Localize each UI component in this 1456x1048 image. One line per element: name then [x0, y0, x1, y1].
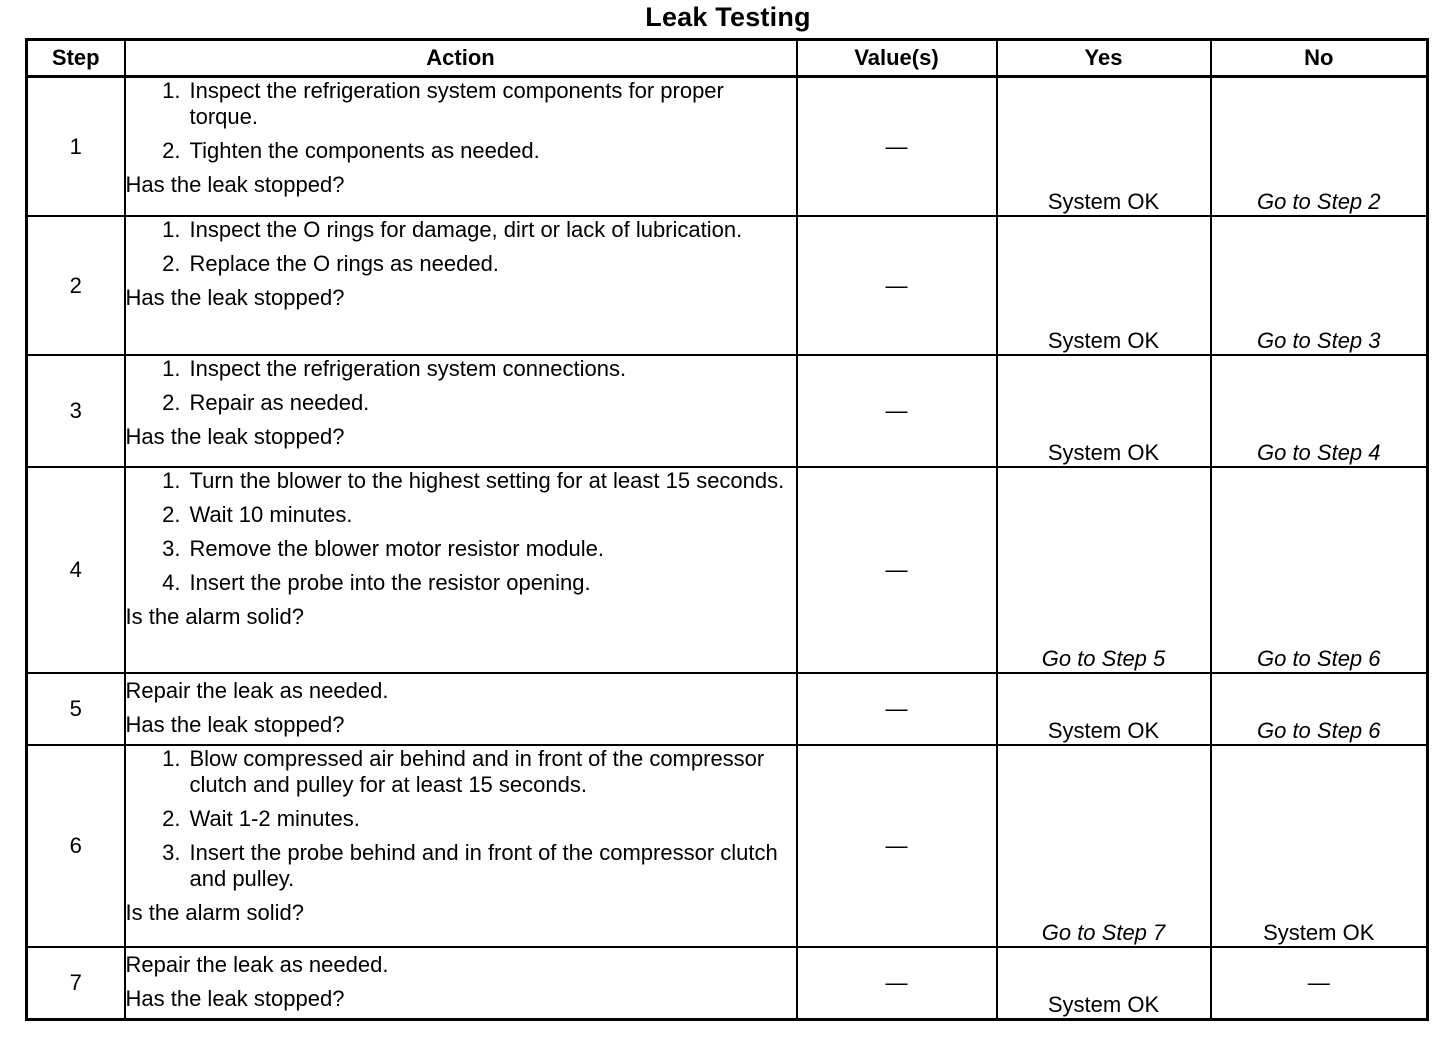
no-outcome: System OK	[1211, 745, 1428, 947]
table-row	[27, 673, 1428, 745]
yes-outcome: System OK	[997, 355, 1211, 467]
header-yes: Yes	[997, 40, 1211, 77]
question-text: Is the alarm solid?	[125, 604, 305, 629]
item-number: 1.	[162, 78, 181, 103]
table-row	[27, 355, 1428, 467]
value-cell: —	[797, 947, 997, 1020]
question-text: Is the alarm solid?	[125, 900, 305, 925]
item-number: 3.	[162, 840, 181, 865]
table-row	[27, 216, 1428, 355]
no-outcome: Go to Step 3	[1211, 216, 1428, 355]
step-number: 2	[27, 216, 125, 355]
item-number: 3.	[162, 536, 181, 561]
question-text: Has the leak stopped?	[125, 172, 345, 197]
item-number: 2.	[162, 138, 181, 163]
question-text: Has the leak stopped?	[125, 712, 345, 737]
action-item	[126, 251, 796, 277]
item-text: Repair as needed.	[189, 390, 370, 415]
question-text: Has the leak stopped?	[125, 986, 345, 1011]
header-row	[27, 40, 1428, 77]
action-cell	[125, 673, 797, 745]
item-number: 2.	[162, 251, 181, 276]
item-text: Blow compressed air behind and in front of the compressor clutch and pulley for at least 15 seconds.	[189, 746, 765, 797]
value-cell: —	[797, 355, 997, 467]
step-number: 6	[27, 745, 125, 947]
step-number: 3	[27, 355, 125, 467]
item-text: Inspect the refrigeration system components for proper torque.	[189, 78, 724, 129]
value-cell: —	[797, 216, 997, 355]
item-text: Insert the probe into the resistor opening.	[189, 570, 591, 595]
action-item	[126, 746, 796, 798]
item-number: 1.	[162, 746, 181, 771]
action-item	[126, 840, 796, 892]
action-cell	[125, 216, 797, 355]
item-number: 1.	[162, 217, 181, 242]
yes-outcome: System OK	[997, 673, 1211, 745]
action-cell	[125, 467, 797, 673]
item-text: Turn the blower to the highest setting for at least 15 seconds.	[189, 468, 785, 493]
action-item	[126, 390, 796, 416]
step-number: 1	[27, 77, 125, 217]
action-item	[126, 806, 796, 832]
yes-outcome: System OK	[997, 216, 1211, 355]
no-outcome: Go to Step 2	[1211, 77, 1428, 217]
item-number: 2.	[162, 502, 181, 527]
action-item	[126, 356, 796, 382]
step-number: 5	[27, 673, 125, 745]
no-outcome: —	[1211, 947, 1428, 1020]
table-row	[27, 745, 1428, 947]
item-text: Insert the probe behind and in front of the compressor clutch and pulley.	[189, 840, 778, 891]
header-action: Action	[125, 40, 797, 77]
question-text: Has the leak stopped?	[125, 285, 345, 310]
action-cell	[125, 947, 797, 1020]
yes-outcome: System OK	[997, 947, 1211, 1020]
action-line: Repair the leak as needed.	[125, 952, 389, 977]
item-number: 2.	[162, 390, 181, 415]
header-values: Value(s)	[797, 40, 997, 77]
action-cell	[125, 77, 797, 217]
no-outcome: Go to Step 4	[1211, 355, 1428, 467]
step-number: 4	[27, 467, 125, 673]
action-item	[126, 570, 796, 596]
header-no: No	[1211, 40, 1428, 77]
value-cell: —	[797, 467, 997, 673]
step-number: 7	[27, 947, 125, 1020]
page-title: Leak Testing	[645, 2, 811, 32]
item-number: 4.	[162, 570, 181, 595]
item-text: Remove the blower motor resistor module.	[189, 536, 604, 561]
leak-testing-table	[25, 38, 1429, 1021]
action-item	[126, 78, 796, 130]
item-number: 1.	[162, 468, 181, 493]
item-text: Wait 1-2 minutes.	[189, 806, 360, 831]
header-step: Step	[27, 40, 125, 77]
yes-outcome: Go to Step 7	[997, 745, 1211, 947]
action-cell	[125, 355, 797, 467]
item-number: 1.	[162, 356, 181, 381]
item-text: Inspect the O rings for damage, dirt or lack of lubrication.	[189, 217, 743, 242]
no-outcome: Go to Step 6	[1211, 673, 1428, 745]
table-row	[27, 77, 1428, 217]
value-cell: —	[797, 77, 997, 217]
question-text: Has the leak stopped?	[125, 424, 345, 449]
action-line: Repair the leak as needed.	[125, 678, 389, 703]
no-outcome: Go to Step 6	[1211, 467, 1428, 673]
action-item	[126, 502, 796, 528]
value-cell: —	[797, 745, 997, 947]
value-cell: —	[797, 673, 997, 745]
item-text: Wait 10 minutes.	[189, 502, 353, 527]
item-number: 2.	[162, 806, 181, 831]
item-text: Inspect the refrigeration system connections.	[189, 356, 627, 381]
table-row	[27, 947, 1428, 1020]
action-item	[126, 217, 796, 243]
item-text: Tighten the components as needed.	[189, 138, 540, 163]
action-item	[126, 468, 796, 494]
action-item	[126, 138, 796, 164]
action-item	[126, 536, 796, 562]
item-text: Replace the O rings as needed.	[189, 251, 499, 276]
action-cell	[125, 745, 797, 947]
table-row	[27, 467, 1428, 673]
yes-outcome: Go to Step 5	[997, 467, 1211, 673]
yes-outcome: System OK	[997, 77, 1211, 217]
